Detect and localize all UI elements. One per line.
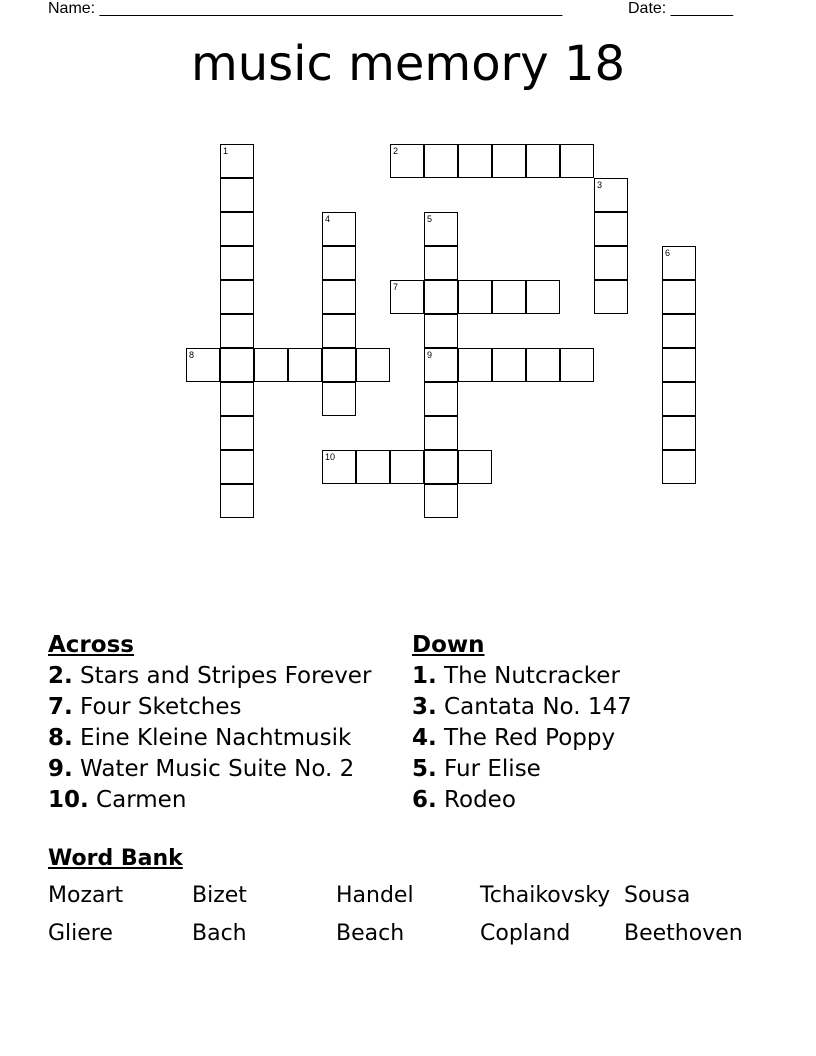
word-bank-word: Bizet bbox=[192, 883, 247, 908]
grid-cell[interactable] bbox=[662, 280, 696, 314]
grid-cell[interactable] bbox=[560, 144, 594, 178]
word-bank-word: Mozart bbox=[48, 883, 124, 908]
clue-number: 9. bbox=[48, 756, 73, 782]
clue-number: 8 bbox=[189, 350, 195, 360]
grid-cell[interactable] bbox=[322, 382, 356, 416]
grid-cell[interactable] bbox=[390, 450, 424, 484]
grid-cell[interactable] bbox=[220, 416, 254, 450]
grid-cell[interactable] bbox=[322, 314, 356, 348]
across-clue bbox=[48, 785, 371, 816]
grid-cell[interactable] bbox=[322, 246, 356, 280]
word-bank-word: Sousa bbox=[624, 883, 691, 908]
clue-number: 5 bbox=[427, 214, 433, 224]
across-clue bbox=[48, 723, 371, 754]
grid-cell[interactable] bbox=[424, 212, 458, 246]
clue-number: 4 bbox=[325, 214, 331, 224]
grid-cell[interactable] bbox=[526, 280, 560, 314]
grid-cell[interactable] bbox=[390, 144, 424, 178]
down-clue bbox=[412, 692, 632, 723]
clue-number: 10. bbox=[48, 787, 89, 813]
grid-cell[interactable] bbox=[220, 280, 254, 314]
word-bank-word: Tchaikovsky bbox=[480, 883, 611, 908]
grid-cell[interactable] bbox=[492, 280, 526, 314]
grid-cell[interactable] bbox=[458, 280, 492, 314]
grid-cell[interactable] bbox=[220, 348, 254, 382]
grid-cell[interactable] bbox=[254, 348, 288, 382]
grid-cell[interactable] bbox=[424, 280, 458, 314]
grid-cell[interactable] bbox=[424, 348, 458, 382]
grid-cell[interactable] bbox=[662, 382, 696, 416]
clue-number: 10 bbox=[325, 452, 336, 462]
clue-number: 7. bbox=[48, 694, 73, 720]
grid-cell[interactable] bbox=[390, 280, 424, 314]
down-clue bbox=[412, 785, 632, 816]
grid-cell[interactable] bbox=[492, 348, 526, 382]
grid-cell[interactable] bbox=[424, 484, 458, 518]
grid-cell[interactable] bbox=[322, 212, 356, 246]
clue-number: 2 bbox=[393, 146, 399, 156]
clue-text: Four Sketches bbox=[72, 694, 242, 720]
clue-number: 1. bbox=[412, 663, 437, 689]
clue-number: 2. bbox=[48, 663, 73, 689]
grid-cell[interactable] bbox=[186, 348, 220, 382]
grid-cell[interactable] bbox=[594, 246, 628, 280]
grid-cell[interactable] bbox=[594, 178, 628, 212]
clue-number: 7 bbox=[393, 282, 399, 292]
grid-cell[interactable] bbox=[662, 450, 696, 484]
across-clues bbox=[48, 630, 371, 816]
down-clue bbox=[412, 754, 632, 785]
grid-cell[interactable] bbox=[594, 280, 628, 314]
across-heading: Across bbox=[48, 632, 134, 658]
grid-cell[interactable] bbox=[662, 416, 696, 450]
grid-cell[interactable] bbox=[220, 314, 254, 348]
grid-cell[interactable] bbox=[220, 382, 254, 416]
grid-cell[interactable] bbox=[560, 348, 594, 382]
name-label: Name: ____________________________________________________ bbox=[48, 0, 563, 17]
down-clue-list bbox=[412, 661, 632, 816]
word-bank-word: Copland bbox=[480, 921, 571, 946]
grid-cell[interactable] bbox=[424, 382, 458, 416]
down-clue bbox=[412, 723, 632, 754]
across-clue-list bbox=[48, 661, 371, 816]
clue-number: 3 bbox=[597, 180, 603, 190]
grid-cell[interactable] bbox=[322, 450, 356, 484]
grid-cell[interactable] bbox=[526, 348, 560, 382]
clue-number: 8. bbox=[48, 725, 73, 751]
clue-number: 1 bbox=[223, 146, 229, 156]
clue-number: 9 bbox=[427, 350, 433, 360]
grid-cell[interactable] bbox=[662, 314, 696, 348]
grid-cell[interactable] bbox=[424, 314, 458, 348]
across-clue bbox=[48, 661, 371, 692]
clue-number: 6. bbox=[412, 787, 437, 813]
down-clue bbox=[412, 661, 632, 692]
word-bank-word: Beach bbox=[336, 921, 405, 946]
clue-text: Fur Elise bbox=[436, 756, 541, 782]
clue-text: Water Music Suite No. 2 bbox=[72, 756, 355, 782]
grid-cell[interactable] bbox=[458, 450, 492, 484]
down-clues bbox=[412, 630, 632, 816]
clue-text: Cantata No. 147 bbox=[436, 694, 632, 720]
grid-cell[interactable] bbox=[526, 144, 560, 178]
grid-cell[interactable] bbox=[424, 450, 458, 484]
across-clue bbox=[48, 754, 371, 785]
grid-cell[interactable] bbox=[322, 348, 356, 382]
grid-cell[interactable] bbox=[662, 246, 696, 280]
clue-number: 3. bbox=[412, 694, 437, 720]
grid-cell[interactable] bbox=[220, 246, 254, 280]
across-clue bbox=[48, 692, 371, 723]
word-bank-word: Gliere bbox=[48, 921, 113, 946]
grid-cell[interactable] bbox=[424, 416, 458, 450]
grid-cell[interactable] bbox=[492, 144, 526, 178]
grid-cell[interactable] bbox=[594, 212, 628, 246]
grid-cell[interactable] bbox=[458, 348, 492, 382]
clue-text: Eine Kleine Nachtmusik bbox=[72, 725, 352, 751]
grid-cell[interactable] bbox=[356, 348, 390, 382]
clue-text: Carmen bbox=[88, 787, 187, 813]
grid-cell[interactable] bbox=[458, 144, 492, 178]
grid-cell[interactable] bbox=[322, 280, 356, 314]
word-bank-word: Bach bbox=[192, 921, 247, 946]
word-bank-word: Handel bbox=[336, 883, 414, 908]
grid-cell[interactable] bbox=[424, 246, 458, 280]
grid-cell[interactable] bbox=[220, 178, 254, 212]
page-title: music memory 18 bbox=[190, 36, 626, 92]
grid-cell[interactable] bbox=[220, 484, 254, 518]
word-bank-title: Word Bank bbox=[48, 846, 183, 871]
word-bank-word: Beethoven bbox=[624, 921, 743, 946]
grid-cell[interactable] bbox=[220, 212, 254, 246]
date-label: Date: _______ bbox=[628, 0, 733, 17]
grid-cell[interactable] bbox=[220, 144, 254, 178]
grid-cell[interactable] bbox=[288, 348, 322, 382]
grid-cell[interactable] bbox=[424, 144, 458, 178]
grid-cell[interactable] bbox=[356, 450, 390, 484]
clue-text: The Nutcracker bbox=[436, 663, 620, 689]
down-heading: Down bbox=[412, 632, 485, 658]
grid-cell[interactable] bbox=[220, 450, 254, 484]
clue-number: 6 bbox=[665, 248, 671, 258]
grid-cell[interactable] bbox=[662, 348, 696, 382]
clue-text: Stars and Stripes Forever bbox=[72, 663, 372, 689]
clue-text: The Red Poppy bbox=[436, 725, 616, 751]
clue-number: 4. bbox=[412, 725, 437, 751]
clue-number: 5. bbox=[412, 756, 437, 782]
clue-text: Rodeo bbox=[436, 787, 516, 813]
